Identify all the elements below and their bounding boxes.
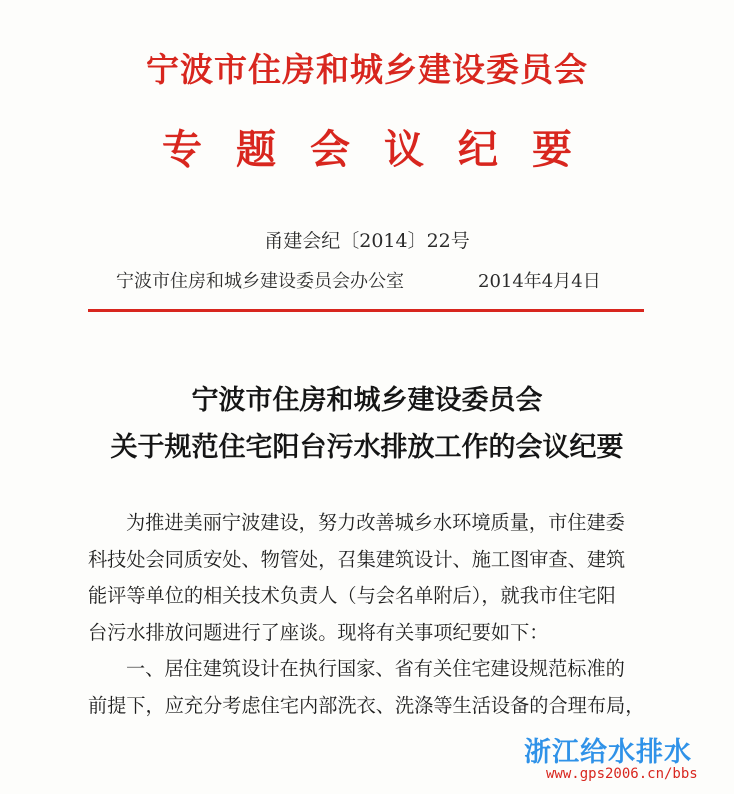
body-line: 为推进美丽宁波建设，努力改善城乡水环境质量，市住建委: [126, 511, 625, 534]
document-number: 甬建会纪〔2014〕22号: [264, 230, 470, 252]
body-line: 前提下，应充分考虑住宅内部洗衣、洗涤等生活设备的合理布局，: [88, 693, 645, 717]
organization-title: 宁波市住房和城乡建设委员会: [146, 50, 588, 89]
issue-date: 2014年4月4日: [478, 271, 601, 292]
watermark-site-name: 浙江给水排水: [524, 737, 692, 768]
watermark-url: www.gps2006.cn/bbs: [546, 766, 698, 782]
body-line: 能评等单位的相关技术负责人（与会名单附后），就我市住宅阳: [88, 584, 616, 608]
body-text: [88, 505, 648, 725]
red-divider-line: [88, 309, 644, 312]
body-line: 一、居住建筑设计在执行国家、省有关住宅建设规范标准的: [126, 657, 625, 681]
document-type-title: 专题会议纪要: [162, 126, 606, 173]
subject-title-line-1: 宁波市住房和城乡建设委员会: [191, 385, 543, 416]
body-line: 台污水排放问题进行了座谈。现将有关事项纪要如下：: [88, 620, 549, 644]
issuing-office: 宁波市住房和城乡建设委员会办公室: [116, 271, 404, 292]
body-line: 科技处会同质安处、物管处，召集建筑设计、施工图审查、建筑: [88, 547, 626, 571]
subject-title-line-2: 关于规范住宅阳台污水排放工作的会议纪要: [110, 432, 624, 463]
